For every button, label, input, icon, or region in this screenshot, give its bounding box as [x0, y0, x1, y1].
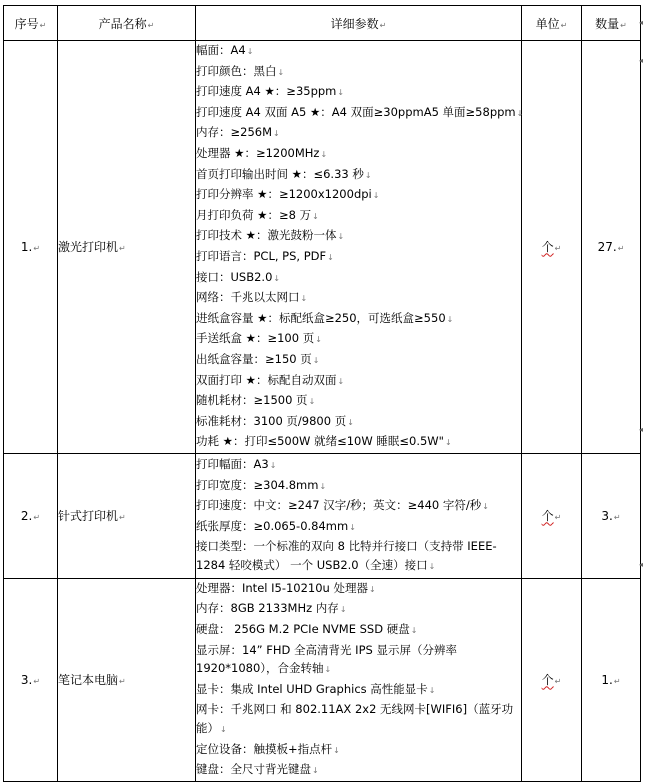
param-line: 显卡：集成 Intel UHD Graphics 高性能显卡↓ [196, 681, 436, 696]
paragraph-mark: ↓ [444, 438, 452, 448]
paragraph-mark: ↓ [349, 522, 356, 532]
param-line: 键盘：全尺寸背光键盘↓ [196, 762, 319, 777]
param-line: 功耗 ★：打印≤500W 就绪≤10W 睡眠≤0.5W"↓ [196, 434, 452, 449]
param-line: 双面打印 ★：标配自动双面↓ [196, 372, 345, 387]
param-line: 打印速度：中文：≥247 汉字/秒；英文：≥440 字符/秒↓ [196, 498, 489, 513]
header-name: 产品名称↵ [58, 6, 196, 41]
param-line: 打印速度 A4 双面 A5 ★：A4 双面≥30ppmA5 单面≥58ppm↓ [196, 104, 524, 119]
param-line: 硬盘： 256G M.2 PCIe NVME SSD 硬盘↓ [196, 622, 418, 637]
paragraph-mark: ↓ [320, 149, 328, 159]
header-index: 序号↵ [4, 6, 58, 41]
param-line: 打印宽度：≥304.8mm↓ [196, 477, 327, 492]
row-end-marker: ◂ [638, 56, 643, 65]
spec-table [3, 5, 641, 782]
param-line: 随机耗材：≥1500 页↓ [196, 393, 316, 408]
paragraph-mark: ↓ [333, 745, 340, 755]
paragraph-mark: ↓ [372, 191, 380, 201]
param-line: 内存：8GB 2133MHz 内存↓ [196, 601, 347, 616]
row-unit: 个↵ [522, 453, 582, 578]
param-line: 纸张厚度：≥0.065-0.84mm↓ [196, 518, 356, 533]
param-line: 打印技术 ★：激光鼓粉一体↓ [196, 228, 345, 243]
param-line: 网卡：千兆网口 和 802.11AX 2x2 无线网卡[WIFI6]（蓝牙功能）↓ [196, 702, 514, 736]
paragraph-mark: ↓ [315, 335, 322, 345]
paragraph-mark: ↓ [364, 170, 372, 180]
paragraph-mark: ↓ [324, 665, 332, 675]
paragraph-mark: ↓ [339, 605, 347, 615]
param-line: 首页打印输出时间 ★：≤6.33 秒↓ [196, 166, 372, 181]
paragraph-mark: ↓ [273, 273, 281, 283]
row-product-name: 激光打印机↵ [58, 41, 196, 454]
param-line: 接口类型：一个标准的双向 8 比特并行接口（支持带 IEEE-1284 轻咬模式） 一个 USB2.0（全速）接口↓ [196, 539, 497, 573]
param-line: 标准耗材：3100 页/9800 页↓ [196, 413, 354, 428]
row-qty: 3.↵ [582, 453, 641, 578]
header-unit: 单位↵ [522, 6, 582, 41]
param-line: 处理器：Intel I5-10210u 处理器↓ [196, 580, 376, 595]
header-qty: 数量↵ [582, 6, 641, 41]
header-row [4, 6, 641, 41]
paragraph-mark: ↓ [482, 502, 489, 512]
paragraph-mark: ↓ [428, 562, 436, 572]
paragraph-mark: ↓ [312, 766, 319, 776]
table-row [4, 453, 641, 578]
param-line: 打印颜色：黑白↓ [196, 63, 285, 78]
param-line: 打印幅面：A3↓ [196, 457, 277, 472]
param-line: 月打印负荷 ★：≥8 万↓ [196, 207, 319, 222]
table-row [4, 41, 641, 454]
param-line: 打印速度 A4 ★：≥35ppm↓ [196, 84, 345, 99]
row-unit: 个↵ [522, 578, 582, 781]
row-params [196, 578, 522, 781]
param-line: 出纸盒容量：≥150 页↓ [196, 351, 320, 366]
param-line: 进纸盒容量 ★：标配纸盒≥250，可选纸盒≥550↓ [196, 310, 454, 325]
paragraph-mark: ↓ [300, 294, 308, 304]
param-line: 幅面：A4↓ [196, 43, 254, 57]
row-unit: 个↵ [522, 41, 582, 454]
paragraph-mark: ↓ [308, 397, 316, 407]
param-line: 接口：USB2.0↓ [196, 269, 281, 284]
param-line: 手送纸盒 ★：≥100 页↓ [196, 331, 322, 346]
param-line: 打印分辨率 ★：≥1200x1200dpi↓ [196, 187, 380, 202]
paragraph-mark: ↓ [319, 481, 327, 491]
paragraph-mark: ↓ [369, 584, 376, 594]
param-line: 处理器 ★：≥1200MHz↓ [196, 145, 328, 160]
paragraph-mark: ↓ [220, 725, 227, 735]
paragraph-mark: ↓ [269, 461, 277, 471]
table-row [4, 578, 641, 781]
row-end-marker: ◂ [638, 560, 643, 569]
param-line: 内存：≥256M↓ [196, 125, 280, 140]
row-qty: 1.↵ [582, 578, 641, 781]
paragraph-mark: ↓ [337, 88, 345, 98]
param-line: 显示屏：14” FHD 全高清背光 IPS 显示屏（分辨率 1920*1080），合金转轴↓ [196, 642, 457, 676]
paragraph-mark: ↓ [277, 67, 285, 77]
row-index: 1.↵ [4, 41, 58, 454]
param-line: 网络：千兆以太网口↓ [196, 290, 308, 305]
paragraph-mark: ↓ [273, 129, 280, 139]
paragraph-mark: ↓ [246, 47, 254, 56]
paragraph-mark: ↓ [312, 355, 320, 365]
header-params: 详细参数↵ [196, 6, 522, 41]
row-index: 3.↵ [4, 578, 58, 781]
paragraph-mark: ↓ [347, 417, 354, 427]
row-end-marker: ◂ [638, 425, 643, 434]
paragraph-mark: ↓ [410, 626, 418, 636]
paragraph-mark: ↓ [337, 232, 345, 242]
row-product-name: 笔记本电脑↵ [58, 578, 196, 781]
row-index: 2.↵ [4, 453, 58, 578]
paragraph-mark: ↓ [428, 685, 436, 695]
paragraph-mark: ↓ [446, 314, 454, 324]
row-product-name: 针式打印机↵ [58, 453, 196, 578]
param-line: 定位设备：触摸板+指点杆↓ [196, 741, 340, 756]
row-params [196, 41, 522, 454]
paragraph-mark: ↓ [337, 376, 345, 386]
param-line: 打印语言：PCL, PS, PDF↓ [196, 248, 334, 263]
paragraph-mark: ↓ [312, 211, 319, 221]
row-end-marker: ◂ [638, 18, 643, 27]
paragraph-mark: ↓ [327, 252, 334, 262]
row-params [196, 453, 522, 578]
paragraph-mark: ↓ [516, 108, 524, 118]
row-qty: 27.↵ [582, 41, 641, 454]
